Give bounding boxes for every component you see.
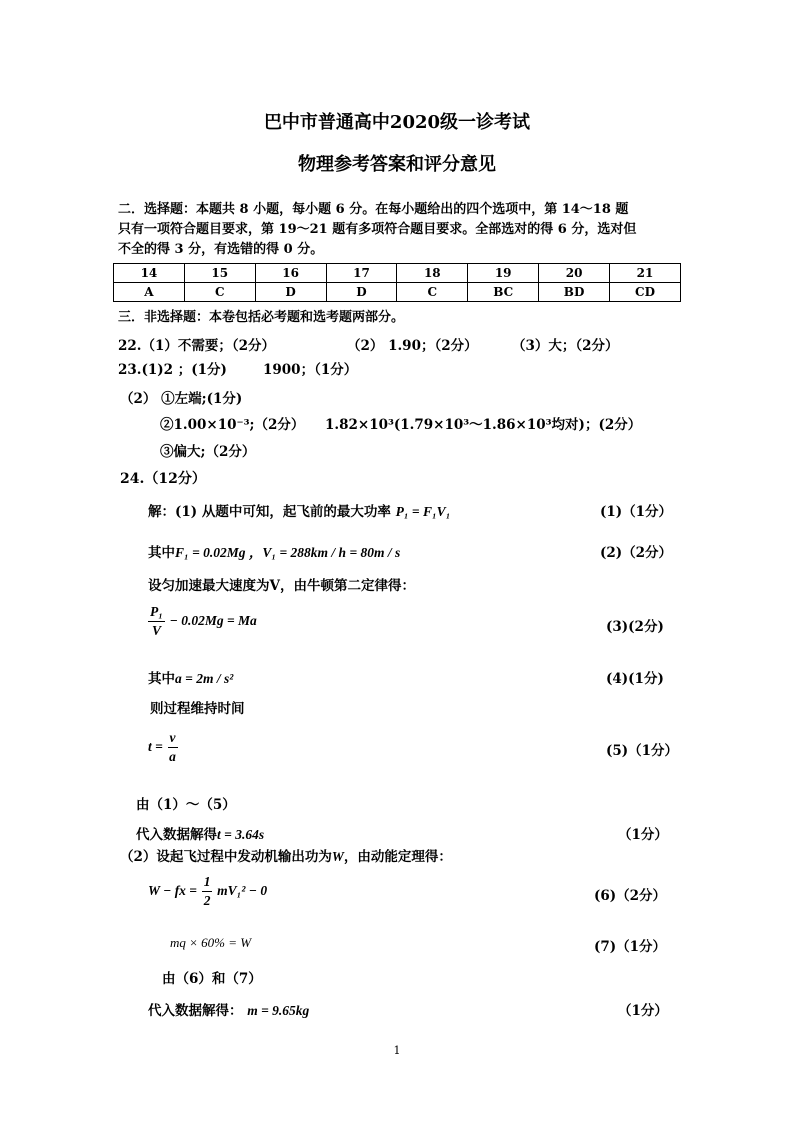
- answer-table: [113, 263, 681, 302]
- table-cell: 18: [397, 264, 468, 283]
- fraction-denominator: a: [169, 749, 176, 764]
- document-title: 巴中市普通高中2020级一诊考试: [263, 112, 531, 133]
- q24-step3: 设匀加速最大速度为V，由牛顿第二定律得：: [148, 578, 415, 594]
- score-mark: (4)(1分): [606, 671, 664, 687]
- table-cell: BC: [468, 283, 539, 302]
- fraction-numerator: 1: [202, 873, 213, 892]
- step-text: 其中: [148, 545, 175, 561]
- q24-step2: [148, 541, 400, 561]
- score-mark: (5)（1分）: [606, 743, 679, 759]
- q24-step14: [148, 999, 309, 1019]
- formula: t = 3.64s: [217, 827, 265, 842]
- formula: t =: [148, 739, 163, 754]
- q23-part3a: ②1.00×10⁻³;（2分）: [160, 417, 305, 433]
- table-cell: 17: [326, 264, 397, 283]
- fraction-denominator: V: [151, 623, 161, 638]
- q24-step8: 由（1）～（5）: [136, 797, 236, 813]
- formula: mq × 60% = W: [170, 935, 252, 950]
- step-text: 代入数据解得：: [148, 1003, 243, 1019]
- q24-step4: [148, 603, 257, 640]
- fraction: [202, 873, 213, 910]
- score-mark: （1分）: [618, 827, 668, 843]
- fraction-numerator: v: [168, 729, 178, 748]
- table-cell: 16: [255, 264, 326, 283]
- table-cell: 21: [610, 264, 681, 283]
- q24-step13: 由（6）和（7）: [162, 971, 262, 987]
- step-text: ，由动能定理得：: [343, 849, 452, 865]
- formula: W − fx =: [148, 883, 198, 898]
- formula: m = 9.65kg: [247, 1003, 310, 1018]
- section2-line1: 二．选择题：本题共 8 小题，每小题 6 分。在每小题给出的四个选项中，第 14～18 题: [118, 202, 629, 217]
- table-cell: D: [326, 283, 397, 302]
- section2-line3: 不全的得 3 分，有选错的得 0 分。: [118, 242, 324, 257]
- fraction-denominator: 2: [203, 893, 211, 908]
- table-cell: D: [255, 283, 326, 302]
- q23-part3b: 1.82×10³(1.79×10³～1.86×10³均对)；(2分）: [325, 417, 642, 433]
- q23-part4: ③偏大;（2分）: [160, 444, 256, 460]
- section2-line2: 只有一项符合题目要求，第 19～21 题有多项符合题目要求。全部选对的得 6 分，选对但: [118, 222, 637, 237]
- fraction: [168, 729, 178, 766]
- q24-step1: [148, 500, 450, 520]
- answer-table-number-row: [114, 264, 681, 283]
- q24-step12: [170, 935, 251, 951]
- table-cell: A: [114, 283, 185, 302]
- q24-heading: 24.（12分）: [120, 471, 206, 487]
- formula: − 0.02Mg = Ma: [169, 613, 257, 628]
- page-number: 1: [393, 1044, 401, 1057]
- step-text: 解：(1) 从题中可知，起飞前的最大功率: [148, 504, 391, 520]
- q22-part3: （3）大；（2分）: [512, 338, 619, 354]
- q22-part1: 22.（1）不需要；（2分）: [118, 338, 276, 354]
- step-text: （2）设起飞过程中发动机输出功为: [120, 849, 332, 865]
- step-text: 其中: [148, 671, 175, 687]
- formula: mV₁² − 0: [217, 883, 268, 898]
- formula: P₁ = F₁V₁: [395, 504, 451, 519]
- q24-step11: [148, 873, 267, 910]
- q24-step9: [136, 823, 264, 843]
- fraction: [148, 603, 165, 640]
- q24-step6: 则过程维持时间: [150, 701, 245, 717]
- q23-part1b: 1900；（1分）: [263, 362, 358, 378]
- score-mark: (6)（2分）: [594, 888, 667, 904]
- score-mark: (3)(2分): [606, 619, 664, 635]
- table-cell: C: [397, 283, 468, 302]
- formula: a = 2m / s²: [175, 671, 234, 686]
- formula: F₁ = 0.02Mg ，V₁ = 288km / h = 80m / s: [175, 545, 401, 560]
- table-cell: CD: [610, 283, 681, 302]
- table-cell: 19: [468, 264, 539, 283]
- q24-step5: [148, 667, 233, 687]
- score-mark: (7)（1分）: [594, 939, 667, 955]
- table-cell: C: [184, 283, 255, 302]
- table-cell: 15: [184, 264, 255, 283]
- q22-part2: （2） 1.90；（2分）: [347, 338, 478, 354]
- answer-table-answer-row: [114, 283, 681, 302]
- score-mark: (2)（2分）: [600, 545, 673, 561]
- formula: W: [331, 849, 344, 864]
- q23-part2: （2） ①左端;(1分): [120, 391, 243, 407]
- document-subtitle: 物理参考答案和评分意见: [298, 154, 496, 175]
- q23-part1a: 23.(1)2 ；(1分): [118, 362, 227, 378]
- fraction-numerator: P₁: [148, 603, 165, 622]
- table-cell: 14: [114, 264, 185, 283]
- score-mark: （1分）: [618, 1003, 668, 1019]
- section3-heading: 三．非选择题：本卷包括必考题和选考题两部分。: [118, 310, 405, 325]
- score-mark: (1)（1分）: [600, 504, 673, 520]
- step-text: 代入数据解得: [136, 827, 217, 843]
- q24-step10: [120, 845, 452, 865]
- table-cell: BD: [539, 283, 610, 302]
- q24-step7: [148, 729, 178, 766]
- table-cell: 20: [539, 264, 610, 283]
